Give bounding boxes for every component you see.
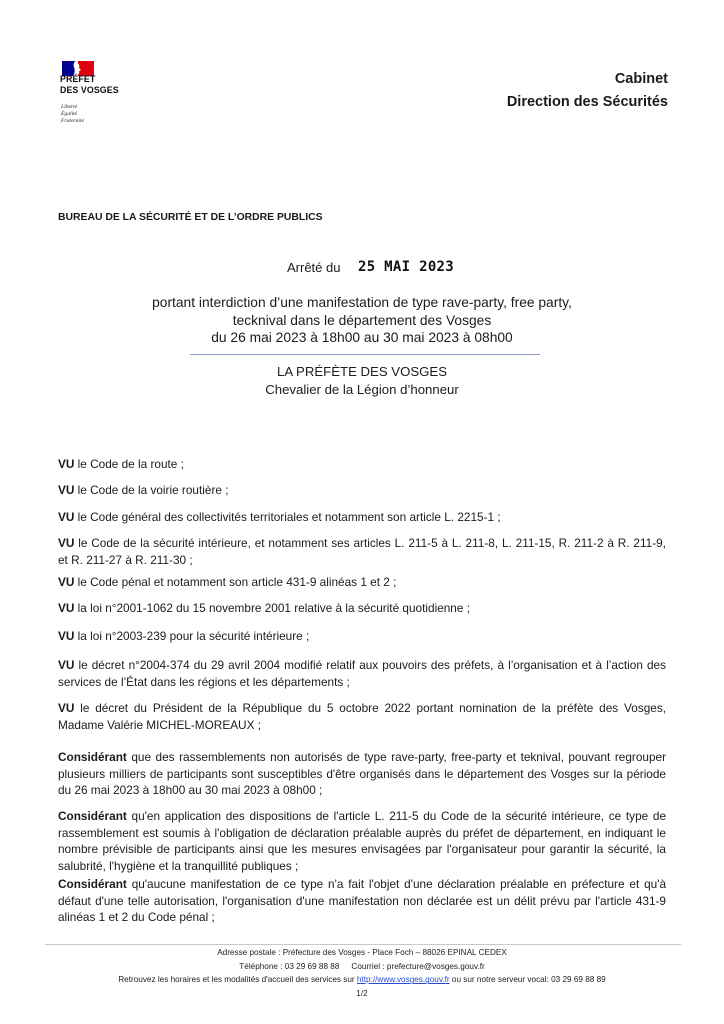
footer-email: Courriel : prefecture@vosges.gouv.fr [351,961,485,971]
date-stamp: 25 MAI 2023 [358,259,455,275]
visa-paragraph [58,456,666,473]
republic-motto [61,104,84,125]
visa-paragraph [58,482,666,499]
visa-text: le Code général des collectivités territoriales et notamment son article L. 2215-1 ; [77,510,501,524]
logo-line-vosges: DES VOSGES [60,85,119,95]
considerant-text: qu'aucune manifestation de ce type n'a fait l'objet d'une déclaration préalable en préfecture et qu'à défaut d'une telle autorisation, l'organisation d'une manifestation non déclarée est un délit prévu par l'article 431-9 alinéas 1 et 2 du Code pénal ; [58,877,667,925]
motto-liberte: Liberté [61,104,78,110]
considerant-paragraph [58,876,666,926]
title-divider [190,354,540,355]
footer-hours-suffix: ou sur notre serveur vocal: 03 29 69 88 89 [449,975,606,985]
visa-text: le Code de la route ; [77,457,184,471]
footer-divider [45,944,681,945]
visa-text: la loi n°2003-239 pour la sécurité intérieure ; [77,629,310,643]
footer-address: Adresse postale : Préfecture des Vosges - Place Foch – 88026 EPINAL CEDEX [217,948,507,957]
authority-distinction: Chevalier de la Légion d’honneur [265,382,459,397]
visa-text: le Code de la voirie routière ; [77,483,229,497]
visa-lead: VU [58,510,75,524]
footer-contact-line [0,960,724,974]
visa-paragraph [58,700,666,733]
visa-paragraph [58,535,666,568]
bureau-heading: BUREAU DE LA SÉCURITÉ ET DE L’ORDRE PUBLICS [58,212,323,223]
prefecture-logo-text [60,74,119,96]
page-number: 1/2 [356,988,368,998]
arrete-title [0,294,724,347]
authority-title: LA PRÉFÈTE DES VOSGES [276,364,448,379]
considerant-paragraph [58,749,666,799]
visa-lead: VU [58,483,75,497]
considerant-text: que des rassemblements non autorisés de type rave-party, free-party et teknival, pouvant regrouper plusieurs milliers de participants sont susceptibles d'être organisés dans le département des Vosges sur la période du 26 mai 2023 à 18h00 au 30 mai 2023 à 08h00 ; [58,750,667,798]
visa-text: le Code pénal et notamment son article 431-9 alinéas 1 et 2 ; [77,575,397,589]
footer-phone: Téléphone : 03 29 69 88 88 [239,961,340,971]
title-line: tecknival dans le département des Vosges [232,312,492,328]
visa-lead: VU [58,701,75,715]
arrete-label: Arrêté du [287,260,341,275]
service-direction: Direction des Sécurités [506,94,668,110]
authority-block [0,363,724,399]
visa-lead: VU [58,658,75,672]
page-footer [0,946,724,1000]
visa-lead: VU [58,457,75,471]
motto-fraternite: Fraternité [61,118,84,124]
considerant-lead: Considérant [58,877,127,891]
considerant-text: qu'en application des dispositions de l'article L. 211-5 du Code de la sécurité intérieure, ce type de rassemblement est soumis à l'obligation de déclaration préalable auprès du préfet de département, en indiquant le nombre prévisible de participants ainsi que les mesures envisagées par l'organisateur pour garantir la sécurité, la salubrité, l'hygiène et la tranquillité publiques ; [58,809,667,873]
considerant-lead: Considérant [58,809,127,823]
service-heading [507,68,668,114]
visa-text: le décret du Président de la République du 5 octobre 2022 portant nomination de la préfète des Vosges, Madame Valérie MICHEL-MOREAUX ; [58,701,667,732]
considerant-lead: Considérant [58,750,127,764]
footer-hours-prefix: Retrouvez les horaires et les modalités d'accueil des services sur [118,975,357,985]
motto-egalite: Égalité [61,111,78,117]
visa-paragraph [58,600,666,617]
considerant-paragraph [58,808,666,874]
visa-paragraph [58,509,666,526]
title-line: portant interdiction d’une manifestation de type rave-party, free party, [152,295,572,310]
visa-paragraph [58,657,666,690]
visa-lead: VU [58,536,75,550]
visa-lead: VU [58,575,75,589]
visa-text: le Code de la sécurité intérieure, et notamment ses articles L. 211-5 à L. 211-8, L. 211-15, R. 211-2 à R. 211-9, et R. 211-27 à R. 211-30 ; [58,536,666,567]
service-cabinet: Cabinet [614,71,668,87]
visa-paragraph [58,574,666,591]
footer-hours-line [0,973,724,987]
title-line: du 26 mai 2023 à 18h00 au 30 mai 2023 à 08h00 [211,330,513,345]
visa-paragraph [58,628,666,645]
footer-website-link[interactable]: http://www.vosges.gouv.fr [356,975,450,985]
logo-line-prefet: PRÉFET [60,74,96,84]
visa-lead: VU [58,601,75,615]
visa-text: le décret n°2004-374 du 29 avril 2004 modifié relatif aux pouvoirs des préfets, à l’organisation et à l’action des services de l’État dans les régions et les départements ; [58,658,667,689]
visa-lead: VU [58,629,75,643]
visa-text: la loi n°2001-1062 du 15 novembre 2001 relative à la sécurité quotidienne ; [77,601,470,615]
